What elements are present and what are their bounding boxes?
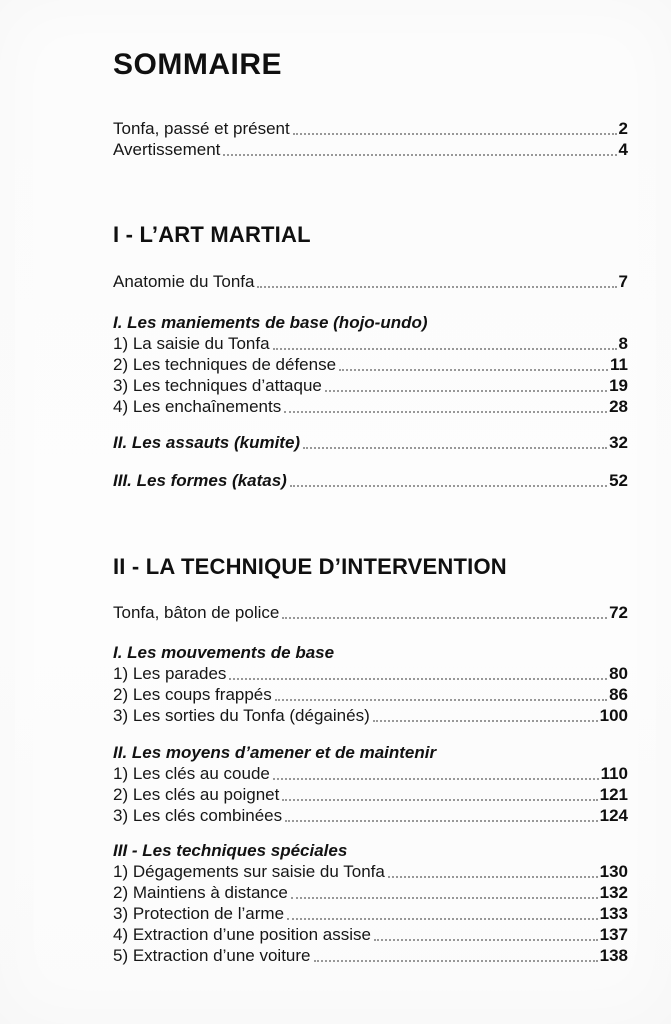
toc-entry-page: 138	[599, 946, 628, 965]
toc-entry	[113, 396, 628, 417]
toc-entry-label: 2) Les techniques de défense	[113, 355, 337, 374]
dot-leader	[339, 369, 608, 371]
section-heading-art-martial: I - L’ART MARTIAL	[113, 222, 311, 247]
subsection-heading-moyens: II. Les moyens d’amener et de maintenir	[113, 743, 437, 762]
toc-entry	[113, 784, 628, 805]
toc-entry	[113, 271, 628, 292]
toc-entry-label: 1) Les parades	[113, 664, 227, 683]
toc-entry-page: 133	[599, 904, 628, 923]
section-heading-technique-intervention: II - LA TECHNIQUE D’INTERVENTION	[113, 554, 507, 579]
dot-leader	[287, 918, 598, 920]
toc-entry-page: 80	[609, 664, 628, 683]
toc-entry-label: 3) Les clés combinées	[113, 806, 283, 825]
toc-entry-page: 110	[600, 764, 628, 783]
toc-entry	[113, 903, 628, 924]
toc-entry-label: 4) Les enchaînements	[113, 397, 282, 416]
toc-entry-page: 86	[609, 685, 628, 704]
dot-leader	[284, 411, 607, 413]
dot-leader	[282, 617, 607, 619]
toc-entry	[113, 684, 628, 705]
toc-entry-label: 3) Les sorties du Tonfa (dégainés)	[113, 706, 370, 725]
subsection-heading-mouvements: I. Les mouvements de base	[113, 643, 335, 662]
toc-entry-label: 3) Protection de l’arme	[113, 904, 285, 923]
dot-leader	[273, 348, 617, 350]
toc-entry	[113, 139, 628, 160]
front-matter	[113, 118, 628, 160]
dot-leader	[223, 154, 616, 156]
toc-entry-page: 4	[618, 140, 628, 159]
dot-leader	[257, 286, 616, 288]
toc-entry-label: Anatomie du Tonfa	[113, 272, 255, 291]
dot-leader	[282, 799, 597, 801]
toc-entry	[113, 705, 628, 726]
toc-entry-page: 2	[618, 119, 628, 138]
toc-entry-label: 3) Les techniques d’attaque	[113, 376, 322, 395]
toc-entry	[113, 118, 628, 139]
toc-entry	[113, 805, 628, 826]
toc-entry-page: 132	[599, 883, 628, 902]
toc-entry	[113, 663, 628, 684]
toc-entry-page: 130	[599, 862, 628, 881]
toc-entry-label: 2) Les clés au poignet	[113, 785, 280, 804]
dot-leader	[290, 485, 607, 487]
page-title: SOMMAIRE	[113, 48, 282, 81]
dot-leader	[374, 939, 598, 941]
toc-entry-label: 1) Dégagements sur saisie du Tonfa	[113, 862, 385, 881]
dot-leader	[273, 778, 599, 780]
toc-entry-label: 1) Les clés au coude	[113, 764, 270, 783]
toc-entry-page: 137	[599, 925, 628, 944]
subsection-heading-techniques-speciales: III - Les techniques spéciales	[113, 841, 348, 860]
toc-entry-page: 121	[599, 785, 628, 804]
toc-entry	[113, 602, 628, 623]
toc-entry-page: 8	[618, 334, 628, 353]
toc-entry-page: 72	[609, 603, 628, 622]
toc-entry	[113, 470, 628, 491]
toc-entry-label: Avertissement	[113, 140, 221, 159]
toc-entry-page: 100	[599, 706, 628, 725]
dot-leader	[285, 820, 597, 822]
toc-entry	[113, 763, 628, 784]
subsection-heading-assauts: II. Les assauts (kumite)	[113, 433, 301, 452]
toc-entry-label: 2) Les coups frappés	[113, 685, 272, 704]
toc-entry	[113, 882, 628, 903]
dot-leader	[314, 960, 598, 962]
toc-entry-label: 4) Extraction d’une position assise	[113, 925, 371, 944]
toc-entry-page: 52	[609, 471, 628, 490]
dot-leader	[388, 876, 598, 878]
dot-leader	[275, 699, 607, 701]
toc-entry-page: 124	[599, 806, 628, 825]
dot-leader	[291, 897, 598, 899]
subsection-heading-formes: III. Les formes (katas)	[113, 471, 287, 490]
dot-leader	[229, 678, 607, 680]
subsection-heading-maniements: I. Les maniements de base (hojo-undo)	[113, 313, 428, 332]
toc-entry-page: 7	[618, 272, 628, 291]
toc-entry	[113, 333, 628, 354]
toc-entry	[113, 945, 628, 966]
toc-entry-label: 2) Maintiens à distance	[113, 883, 288, 902]
toc-entry-page: 32	[609, 433, 628, 452]
toc-entry-label: 5) Extraction d’une voiture	[113, 946, 311, 965]
toc-entry-page: 19	[609, 376, 628, 395]
dot-leader	[325, 390, 607, 392]
dot-leader	[373, 720, 598, 722]
toc-entry-page: 28	[609, 397, 628, 416]
toc-entry	[113, 924, 628, 945]
toc-entry	[113, 354, 628, 375]
toc-entry	[113, 861, 628, 882]
toc-entry-page: 11	[610, 355, 628, 374]
toc-entry-label: Tonfa, passé et présent	[113, 119, 290, 138]
dot-leader	[293, 133, 617, 135]
toc-entry-label: Tonfa, bâton de police	[113, 603, 280, 622]
toc-entry-label: 1) La saisie du Tonfa	[113, 334, 270, 353]
dot-leader	[303, 447, 607, 449]
toc-entry	[113, 375, 628, 396]
toc-entry	[113, 432, 628, 453]
